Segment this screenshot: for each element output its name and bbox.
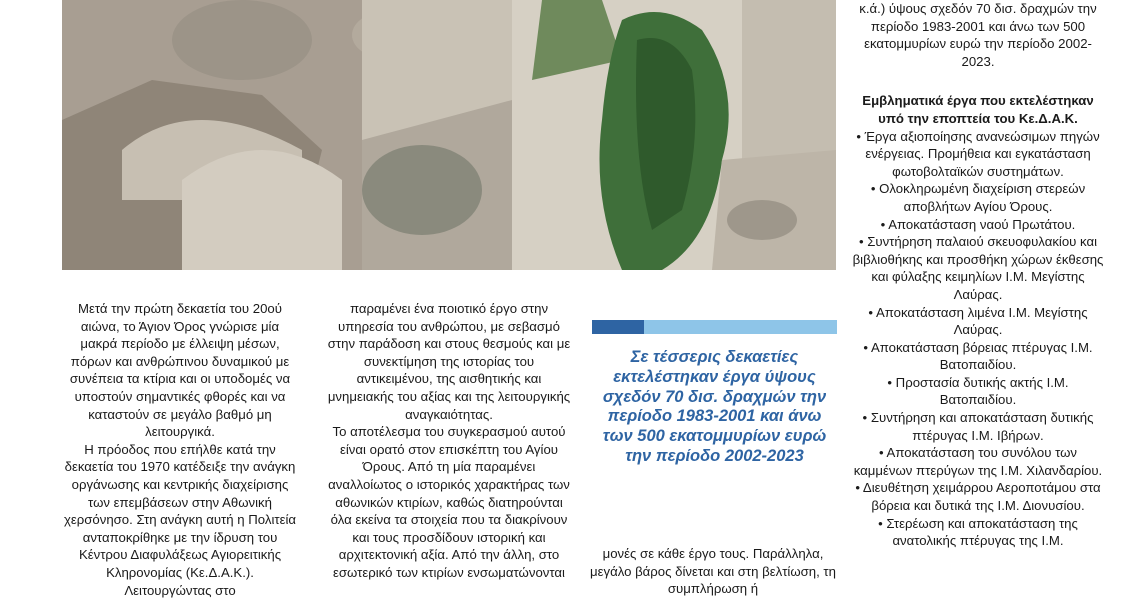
article-column-2 [326, 300, 572, 600]
list-item: • Συντήρηση παλαιού σκευοφυλακίου και βιβλιοθήκης και προσθήκη χώρων έκθεσης και φύλαξης κειμηλίων Ι.Μ. Μεγίστης Λαύρας. [852, 234, 1104, 302]
list-item: • Έργα αξιοποίησης ανανεώσιμων πηγών ενέργειας. Προμήθεια και εγκατάσταση φωτοβολταϊκών συστημάτων. [856, 128, 1100, 179]
list-item: • Αποκατάσταση ναού Πρωτάτου. [880, 216, 1076, 232]
paragraph: παραμένει ένα ποιοτικό έργο στην υπηρεσία του ανθρώπου, με σεβασμό στην παράδοση και στους θεσμούς και με συνεκτίμηση της ιστορίας του αντικειμένου, της αισθητικής και μνημειακής του αξίας και της λειτουργικής αναγκαιότητας. [327, 301, 571, 422]
pull-quote-bar-dark [592, 320, 644, 334]
article-column-3 [589, 545, 837, 600]
article-column-4 [852, 0, 1104, 600]
paragraph: Το αποτέλεσμα του συγκερασμού αυτού είναι ορατό στον επισκέπτη του Αγίου Όρους. Από τη μία παραμένει αναλλοίωτος ο ιστορικός χαρακτήρας των αθωνικών κτιρίων, καθώς διατηρούνται όλα εκείνα τα στοιχεία που τα διακρίνουν και τους προσδίδουν ιστορική και αρχιτεκτονική αξία. Από την άλλη, στο εσωτερικό των κτιρίων ενσωματώνονται [328, 424, 570, 580]
paragraph: Η πρόοδος που επήλθε κατά την δεκαετία του 1970 κατέδειξε την ανάγκη οργάνωσης και κεντρικής διαχείρισης των επεμβάσεων στην Αθωνική χερσόνησο. Στη ανάγκη αυτή η Πολιτεία ανταποκρίθηκε με την ίδρυση του Κέντρου Διαφυλάξεως Αγιορειτικής Κληρονομίας (Κε.Δ.Α.Κ.). Λειτουργώντας στο [63, 441, 297, 598]
list-item: • Αποκατάσταση βόρειας πτέρυγας Ι.Μ. Βατοπαιδίου. [863, 339, 1093, 373]
list-item: • Συντήρηση και αποκατάσταση δυτικής πτέρυγας Ι.Μ. Ιβήρων. [862, 410, 1094, 443]
list-item: • Προστασία δυτικής ακτής Ι.Μ. Βατοπαιδίου. [887, 374, 1069, 408]
paragraph: μονές σε κάθε έργο τους. Παράλληλα, μεγάλο βάρος δίνεται και στη βελτίωση, τη συμπλήρωση ή [590, 546, 836, 597]
intro-paragraph: κ.ά.) ύψους σχεδόν 70 δισ. δραχμών την περίοδο 1983-2001 και άνω των 500 εκατομμυρίων ευρώ την περίοδο 2002-2023. [859, 1, 1097, 69]
list-item: • Ολοκληρωμένη διαχείριση στερεών αποβλήτων Αγίου Όρους. [870, 181, 1086, 214]
pull-quote-bar [592, 320, 837, 334]
pull-quote-bar-light [644, 320, 837, 334]
list-item: • Αποκατάσταση του συνόλου των καμμένων πτερύγων της Ι.Μ. Χιλανδαρίου. [853, 445, 1103, 478]
pull-quote: Σε τέσσερις δεκαετίες εκτελέστηκαν έργα ύψους σχεδόν 70 δισ. δραχμών την περίοδο 1983-2001 και άνω των 500 εκατομμυρίων ευρώ την περίοδο 2002-2023 [602, 348, 827, 465]
list-item: • Διευθέτηση χειμάρρου Αεροποτάμου στα βόρεια και δυτικά της Ι.Μ. Διονυσίου. [855, 480, 1101, 514]
monastery-aerial-photo [62, 0, 836, 270]
section-heading: Εμβληματικά έργα που εκτελέστηκαν υπό την εποπτεία του Κε.Δ.Α.Κ. [862, 93, 1094, 126]
paragraph: Μετά την πρώτη δεκαετία του 20ού αιώνα, το Άγιον Όρος γνώρισε μία μακρά περίοδο με έλλειψη μέσων, πόρων και ανθρώπινου δυναμικού με συνέπεια τα κτίρια και οι υποδομές να υποστούν σημαντικές φθορές και να καταστούν σε μεγάλο βαθμό μη λειτουργικά. [69, 301, 291, 440]
photo-illustration [62, 0, 836, 270]
list-item: • Στερέωση και αποκατάσταση της ανατολικής πτέρυγας της Ι.Μ. [878, 515, 1078, 549]
article-column-1 [62, 300, 298, 600]
project-list [852, 128, 1104, 550]
list-item: • Αποκατάσταση λιμένα Ι.Μ. Μεγίστης Λαύρας. [868, 304, 1088, 338]
